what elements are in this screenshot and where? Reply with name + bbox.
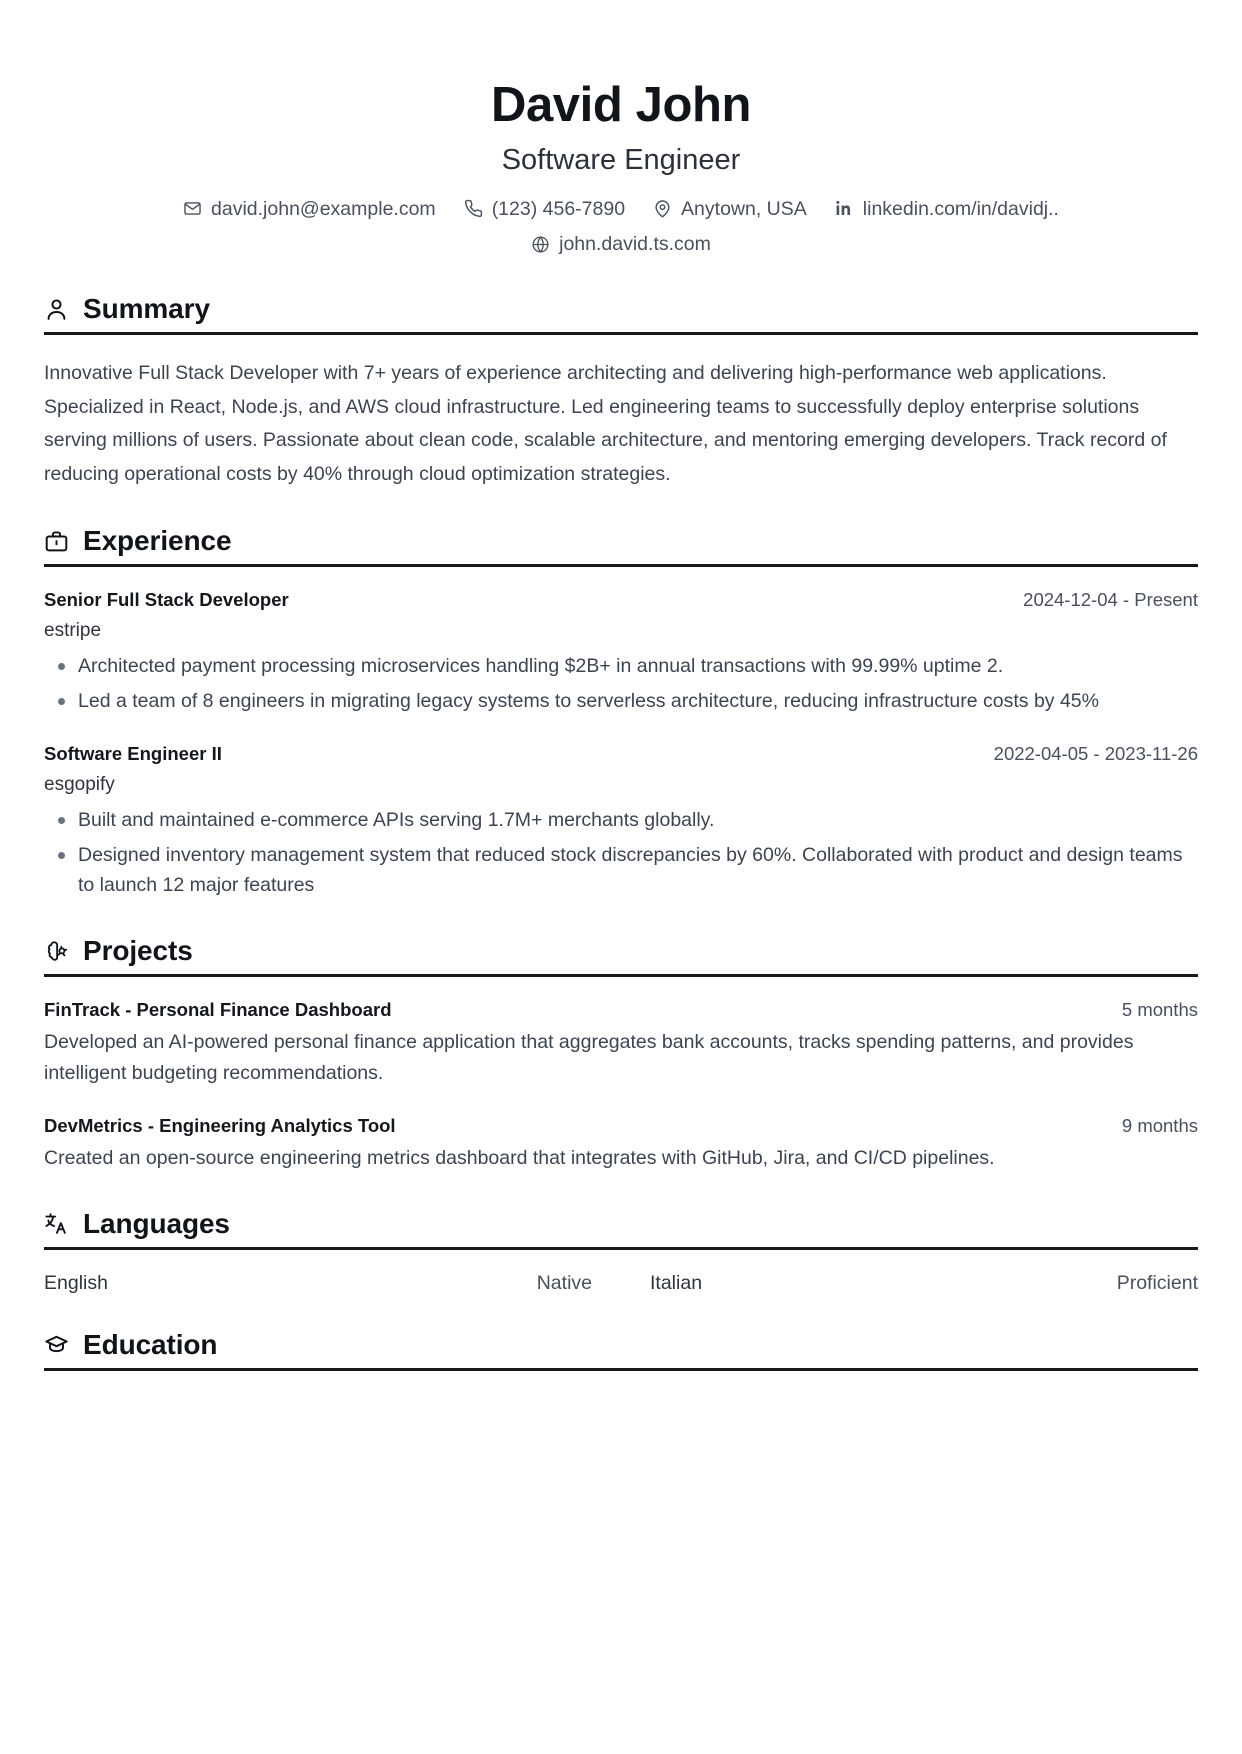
contact-phone[interactable]: [464, 194, 625, 224]
candidate-title: Software Engineer: [501, 143, 741, 176]
section-divider: [44, 1368, 1198, 1371]
language-item: [44, 1272, 592, 1295]
contact-website[interactable]: [531, 229, 711, 259]
experience-date: 2024-12-04 - Present: [1023, 589, 1198, 611]
contact-phone-text: (123) 456-7890: [491, 197, 626, 220]
section-experience-title: Experience: [83, 525, 232, 557]
section-divider: [44, 1247, 1198, 1250]
experience-bullet: Led a team of 8 engineers in migrating legacy systems to serverless architecture, reducing infrastructure costs by 45%: [78, 686, 1198, 717]
person-icon: [44, 297, 69, 322]
contact-email[interactable]: [183, 194, 436, 224]
section-summary: [44, 293, 1198, 491]
section-divider: [44, 564, 1198, 567]
experience-bullet: Built and maintained e-commerce APIs serving 1.7M+ merchants globally.: [78, 805, 1198, 836]
phone-icon: [464, 199, 483, 218]
experience-company: estripe: [44, 620, 102, 642]
language-level: Proficient: [1116, 1271, 1198, 1294]
resume-header: [44, 78, 1198, 259]
project-entry-header: [44, 999, 1198, 1021]
contact-row-primary: [44, 194, 1198, 224]
section-summary-title: Summary: [83, 293, 210, 325]
projects-icon: [44, 939, 69, 964]
contact-linkedin[interactable]: [835, 194, 1059, 224]
linkedin-icon: [835, 199, 854, 218]
section-experience-head: [44, 525, 1198, 564]
experience-bullets: [44, 651, 1198, 717]
project-name: DevMetrics - Engineering Analytics Tool: [44, 1114, 396, 1136]
project-entry-header: [44, 1115, 1198, 1137]
experience-date: 2022-04-05 - 2023-11-26: [993, 742, 1198, 764]
section-languages: [44, 1208, 1198, 1295]
section-projects-title: Projects: [83, 935, 193, 967]
contact-website-text: john.david.ts.com: [559, 232, 711, 255]
section-summary-head: [44, 293, 1198, 332]
section-education: [44, 1329, 1198, 1371]
experience-entry: [44, 743, 1198, 901]
experience-company: esgopify: [44, 773, 115, 795]
contact-linkedin-text: linkedin.com/in/davidj..: [862, 197, 1059, 220]
language-name: English: [44, 1271, 108, 1294]
summary-text: Innovative Full Stack Developer with 7+ years of experience architecting and delivering high-performance web applications. Specialized in React, Node.js, and AWS cloud infrastructure. Led engineering teams to successfully deploy enterprise solutions serving millions of users. Passionate about clean code, scalable architecture, and mentoring emerging developers. Track record of reducing operational costs by 40% through cloud optimization strategies.: [44, 362, 1167, 485]
experience-role: Senior Full Stack Developer: [44, 589, 289, 611]
section-divider: [44, 332, 1198, 335]
location-pin-icon: [653, 199, 672, 218]
section-education-title: Education: [83, 1328, 218, 1360]
contact-location: [653, 194, 807, 224]
project-description: Developed an AI-powered personal finance application that aggregates bank accounts, tracks spending patterns, and provides intelligent budgeting recommendations.: [44, 1031, 1134, 1085]
project-entry: [44, 999, 1198, 1089]
project-entry: [44, 1115, 1198, 1174]
language-item: [650, 1272, 1198, 1295]
graduation-cap-icon: [44, 1332, 69, 1357]
section-experience: [44, 525, 1198, 901]
section-projects: [44, 935, 1198, 1173]
section-languages-title: Languages: [83, 1207, 230, 1239]
experience-entry-header: [44, 743, 1198, 765]
experience-bullet: Designed inventory management system that reduced stock discrepancies by 60%. Collaborated with product and design teams to launch 12 major features: [78, 840, 1198, 902]
experience-entry: [44, 589, 1198, 717]
experience-bullet: Architected payment processing microservices handling $2B+ in annual transactions with 99.99% uptime 2.: [78, 651, 1198, 682]
project-description: Created an open-source engineering metrics dashboard that integrates with GitHub, Jira, and CI/CD pipelines.: [44, 1146, 995, 1169]
languages-grid: [44, 1272, 1198, 1295]
translate-icon: [44, 1211, 69, 1236]
project-duration: 9 months: [1121, 1114, 1198, 1136]
project-duration: 5 months: [1121, 999, 1198, 1021]
experience-entry-header: [44, 589, 1198, 611]
candidate-name: David John: [490, 78, 752, 132]
section-education-head: [44, 1329, 1198, 1368]
email-icon: [183, 199, 202, 218]
experience-role: Software Engineer II: [44, 742, 222, 764]
experience-bullets: [44, 805, 1198, 901]
contact-row-secondary: [44, 229, 1198, 259]
briefcase-icon: [44, 529, 69, 554]
section-divider: [44, 974, 1198, 977]
section-projects-head: [44, 935, 1198, 974]
contact-email-text: david.john@example.com: [211, 197, 436, 220]
section-languages-head: [44, 1208, 1198, 1247]
project-name: FinTrack - Personal Finance Dashboard: [44, 999, 392, 1021]
language-name: Italian: [650, 1271, 703, 1294]
language-level: Native: [536, 1271, 592, 1294]
globe-icon: [531, 235, 550, 254]
contact-location-text: Anytown, USA: [681, 197, 807, 220]
